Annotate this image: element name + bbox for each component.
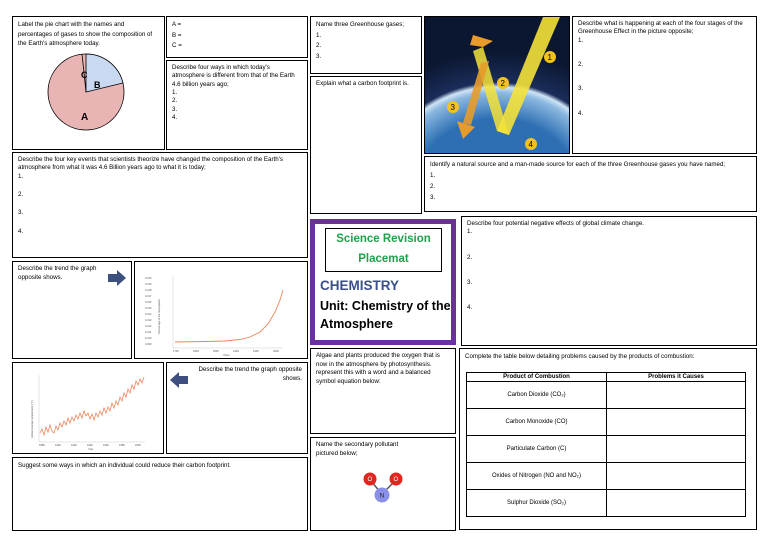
graph2-ylabel: Global average temperature (°C) xyxy=(31,400,34,438)
climate-change-item: 4. xyxy=(467,304,473,312)
table-row xyxy=(467,436,746,463)
no2-molecule xyxy=(360,470,406,504)
graph2-xtick: 1920 xyxy=(71,444,77,447)
graph1-ytick: 0.318 xyxy=(145,289,152,292)
abc-b: B = xyxy=(172,31,182,39)
graph1-ylabel: Percentage of the atmosphere xyxy=(158,299,161,334)
climate-change-item: 1. xyxy=(467,228,473,236)
greenhouse-effect-box xyxy=(572,16,757,154)
graph1-ytick: 0.313 xyxy=(145,319,152,322)
greenhouse-effect-item: 1. xyxy=(578,36,584,44)
graph1-xtick: 1850 xyxy=(213,350,219,353)
graph1-ytick: 0.311 xyxy=(145,331,152,334)
placemat-title-line1: Science Revision xyxy=(336,233,431,245)
pie-label-c: C xyxy=(81,70,88,80)
oxygen-label: O xyxy=(393,477,399,483)
combustion-header: Problems it Causes xyxy=(607,373,746,382)
graph2-xtick: 1960 xyxy=(103,444,109,447)
graph2-box xyxy=(12,362,164,454)
trend1-prompt: Describe the trend the graph opposite shows. xyxy=(18,265,97,281)
combustion-prompt: Complete the table below detailing problems caused by the products of combustion: xyxy=(465,353,695,360)
nitrogen-label: N xyxy=(379,492,385,500)
table-row xyxy=(467,409,746,436)
key-events-item: 2. xyxy=(18,191,24,199)
graph1-ytick: 0.316 xyxy=(145,301,152,304)
arrow-left-icon xyxy=(170,372,188,388)
graph1-ytick: 0.314 xyxy=(145,313,152,316)
placemat-title-line2: Placemat xyxy=(358,253,409,266)
greenhouse-effect-prompt: Describe what is happening at each of the four stages of the Greenhouse Effect in the picture opposite; xyxy=(578,20,743,36)
graph1-ytick: 0.320 xyxy=(145,277,152,280)
combustion-problem-cell[interactable] xyxy=(607,409,746,436)
four-ways-item: 3. xyxy=(172,105,178,113)
placemat-title-panel xyxy=(310,219,456,345)
greenhouse-effect-item: 4. xyxy=(578,109,584,117)
greenhouse-effect-item: 2. xyxy=(578,61,584,69)
graph1-xtick: 1950 xyxy=(253,350,259,353)
graph2-xtick: 1900 xyxy=(55,444,61,447)
graph2-xtick: 1940 xyxy=(87,444,93,447)
greenhouse-gases-box xyxy=(310,16,422,74)
arrow-right-icon xyxy=(108,270,126,286)
climate-change-item: 2. xyxy=(467,253,473,261)
trend2-prompt: Describe the trend the graph opposite shows. xyxy=(198,366,302,382)
graph1-line xyxy=(175,290,283,342)
abc-box xyxy=(166,16,308,58)
sources-prompt: Identify a natural source and a man-made source for each of the three Greenhouse gases you have named; xyxy=(430,161,726,168)
four-ways-prompt: Describe four ways in which today's atmosphere is different from that of the Earth 4.6 billion years ago; xyxy=(172,64,295,88)
key-events-item: 1. xyxy=(18,172,24,180)
climate-change-prompt: Describe four potential negative effects of global climate change. xyxy=(467,220,645,227)
table-row xyxy=(467,382,746,409)
sources-item: 2. xyxy=(430,182,436,190)
placemat-title xyxy=(325,228,442,272)
graph2-line xyxy=(40,377,144,435)
graph2-xlabel: Year xyxy=(88,448,94,451)
carbon-footprint-box xyxy=(310,76,422,214)
key-events-item: 4. xyxy=(18,227,24,235)
graph1-ytick: 0.317 xyxy=(145,295,152,298)
stage-4-label: 4 xyxy=(528,140,533,149)
combustion-problem-cell[interactable] xyxy=(607,382,746,409)
pie-chart xyxy=(46,52,126,132)
abc-c: C = xyxy=(172,42,182,50)
reduce-footprint-prompt: Suggest some ways in which an individual could reduce their carbon footprint. xyxy=(18,462,231,469)
greenhouse-gases-item: 1. xyxy=(316,31,322,39)
graph1-xtick: 2000 xyxy=(273,350,279,353)
climate-change-box xyxy=(461,216,757,346)
oxygen-label: O xyxy=(367,477,373,483)
combustion-table xyxy=(466,372,746,517)
graph1-xtick: 1750 xyxy=(173,350,179,353)
greenhouse-gases-item: 3. xyxy=(316,52,322,60)
sources-box xyxy=(424,156,757,212)
greenhouse-effect-item: 3. xyxy=(578,85,584,93)
reduce-footprint-box xyxy=(12,457,308,531)
graph1-ytick: 0.315 xyxy=(145,307,152,310)
greenhouse-gases-prompt: Name three Greenhouse gases; xyxy=(316,21,405,28)
graph1-ytick: 0.312 xyxy=(145,325,152,328)
combustion-problem-cell[interactable] xyxy=(607,436,746,463)
four-ways-item: 2. xyxy=(172,97,178,105)
carbon-footprint-prompt: Explain what a carbon footprint is. xyxy=(316,80,409,87)
pie-label-a: A xyxy=(81,112,89,123)
four-ways-box xyxy=(166,60,308,150)
abc-a: A = xyxy=(172,21,182,28)
key-events-prompt: Describe the four key events that scientists theorize have changed the composition of the Earth's atmosphere from what it was 4.6 Billion years ago to what it is today; xyxy=(18,156,283,172)
combustion-product: Carbon Monoxide (CO) xyxy=(467,409,607,436)
graph2-xtick: 1980 xyxy=(119,444,125,447)
four-ways-item: 4. xyxy=(172,114,178,122)
stage-2-label: 2 xyxy=(500,79,505,88)
table-row xyxy=(467,490,746,517)
key-events-box xyxy=(12,152,308,258)
table-row xyxy=(467,463,746,490)
graph1-xtick: 1800 xyxy=(193,350,199,353)
pie-prompt: Label the pie chart with the names and percentages of gases to show the composition of the Earth's atmosphere today. xyxy=(18,21,153,48)
graph2-xtick: 1880 xyxy=(39,444,45,447)
placemat-subject: CHEMISTRY xyxy=(320,278,400,293)
graph1-xtick: 1900 xyxy=(233,350,239,353)
combustion-problem-cell[interactable] xyxy=(607,463,746,490)
combustion-product: Sulphur Dioxide (SO₂) xyxy=(467,490,607,517)
graph1-ytick: 0.319 xyxy=(145,283,152,286)
four-ways-item: 1. xyxy=(172,89,178,97)
stage-1-label: 1 xyxy=(547,53,552,62)
photosynthesis-box xyxy=(310,348,456,434)
graph2-xtick: 2000 xyxy=(135,444,141,447)
key-events-item: 3. xyxy=(18,209,24,217)
pie-label-b: B xyxy=(94,80,101,90)
graph1-ytick: 0.309 xyxy=(145,343,152,346)
greenhouse-effect-picture xyxy=(425,17,569,153)
graph1-box xyxy=(134,261,308,359)
secondary-pollutant-prompt: Name the secondary pollutant pictured below; xyxy=(316,441,399,457)
co2-graph xyxy=(135,262,307,358)
graph1-ytick: 0.310 xyxy=(145,337,152,340)
graph1-xlabel: Years xyxy=(223,354,230,357)
stage-3-label: 3 xyxy=(450,103,455,112)
photosynthesis-prompt: Algae and plants produced the oxygen that is now in the atmosphere by photosynthesis. represent this with a word and a balanced symbol equation below: xyxy=(316,352,440,386)
combustion-product: Carbon Dioxide (CO₂) xyxy=(467,382,607,409)
sources-item: 1. xyxy=(430,171,436,179)
greenhouse-gases-item: 2. xyxy=(316,42,322,50)
greenhouse-image-box xyxy=(424,16,570,154)
combustion-problem-cell[interactable] xyxy=(607,490,746,517)
placemat-unit: Unit: Chemistry of the Atmosphere xyxy=(320,299,451,332)
climate-change-item: 3. xyxy=(467,279,473,287)
sources-item: 3. xyxy=(430,193,436,201)
combustion-product: Oxides of Nitrogen (NO and NO₂) xyxy=(467,463,607,490)
combustion-product: Particulate Carbon (C) xyxy=(467,436,607,463)
combustion-header: Product of Combustion xyxy=(467,373,607,382)
temperature-graph xyxy=(13,363,163,453)
